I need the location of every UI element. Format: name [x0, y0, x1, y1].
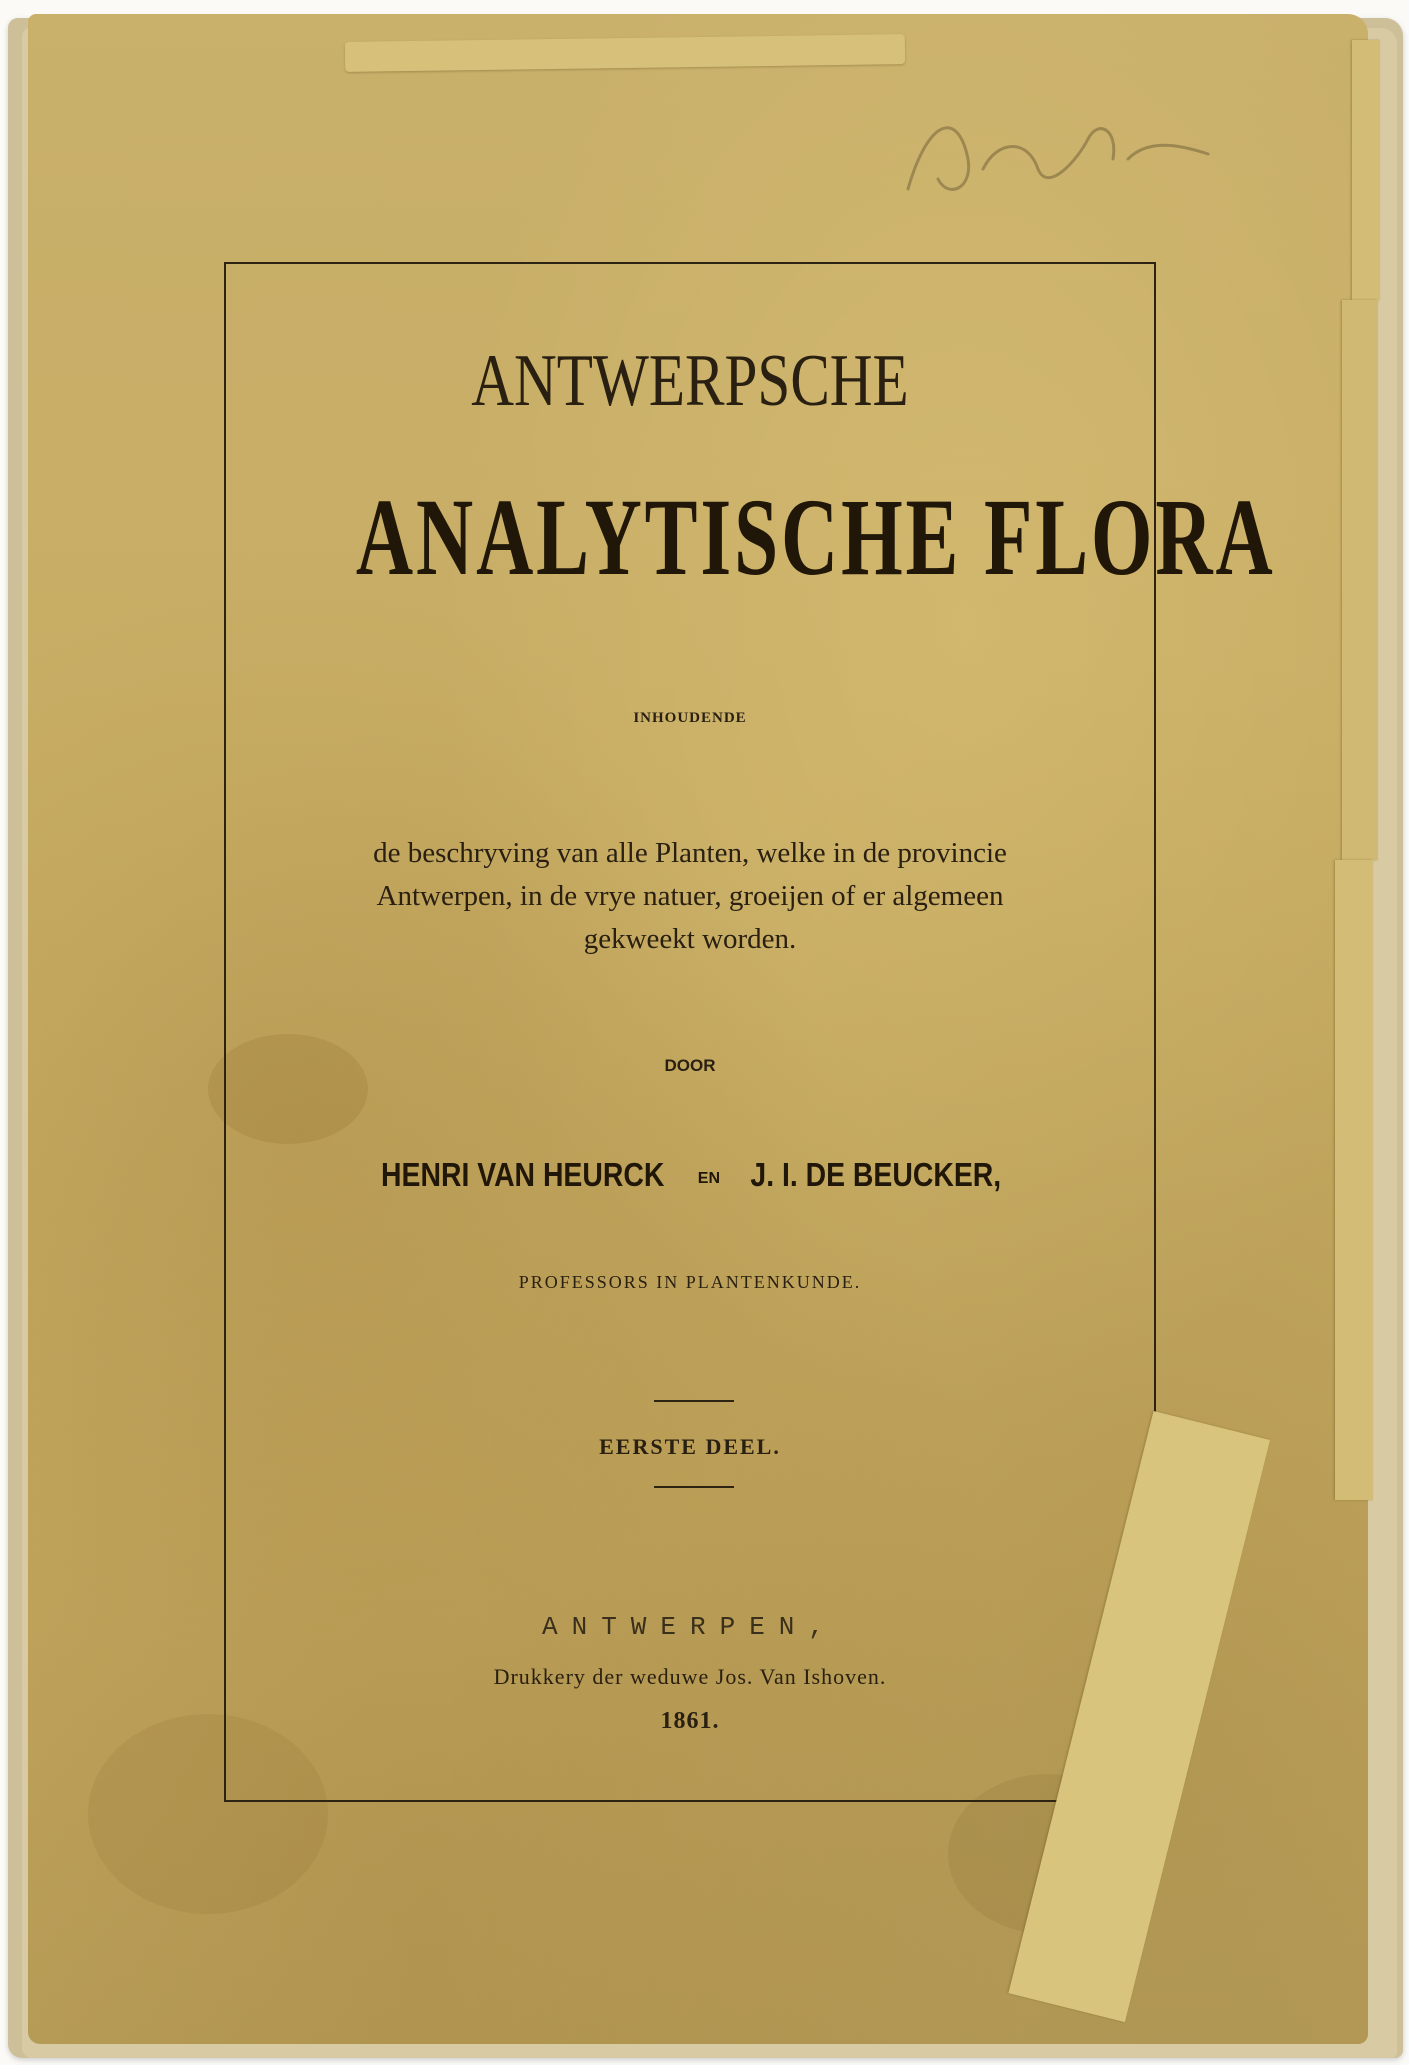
main-title: ANALYTISCHE FLORA: [355, 476, 1276, 598]
description-line: gekweekt worden.: [583, 923, 797, 955]
author-2: J. I. DE BEUCKER,: [750, 1156, 1002, 1193]
torn-paper-strip-right: [1335, 860, 1373, 1500]
author-1: HENRI VAN HEURCK: [381, 1156, 665, 1193]
torn-paper-strip-right: [1352, 40, 1380, 300]
title-line-1: ANTWERPSCHE: [471, 340, 909, 422]
printer-line: Drukkery der weduwe Jos. Van Ishoven.: [493, 1664, 887, 1689]
volume-label: EERSTE DEEL.: [599, 1434, 781, 1459]
divider-rule: [654, 1486, 734, 1488]
conjunction-en: EN: [697, 1170, 721, 1187]
handwritten-signature: [888, 99, 1228, 219]
description-line: de beschryving van alle Planten, welke in de provincie: [373, 837, 1007, 869]
publication-year: 1861.: [660, 1708, 720, 1734]
publication-city: ANTWERPEN,: [541, 1612, 839, 1642]
subtitle-inhoudende: INHOUDENDE: [633, 710, 747, 726]
description-line: Antwerpen, in de vrye natuer, groeijen of er algemeen: [376, 880, 1004, 912]
by-label: DOOR: [664, 1056, 716, 1075]
description: [226, 832, 1154, 961]
authors-role: PROFESSORS IN PLANTENKUNDE.: [518, 1272, 862, 1292]
torn-paper-strip-right: [1342, 300, 1378, 860]
authors-line: [226, 1156, 1154, 1194]
divider-rule: [654, 1400, 734, 1402]
title-page-frame: [224, 262, 1276, 1802]
